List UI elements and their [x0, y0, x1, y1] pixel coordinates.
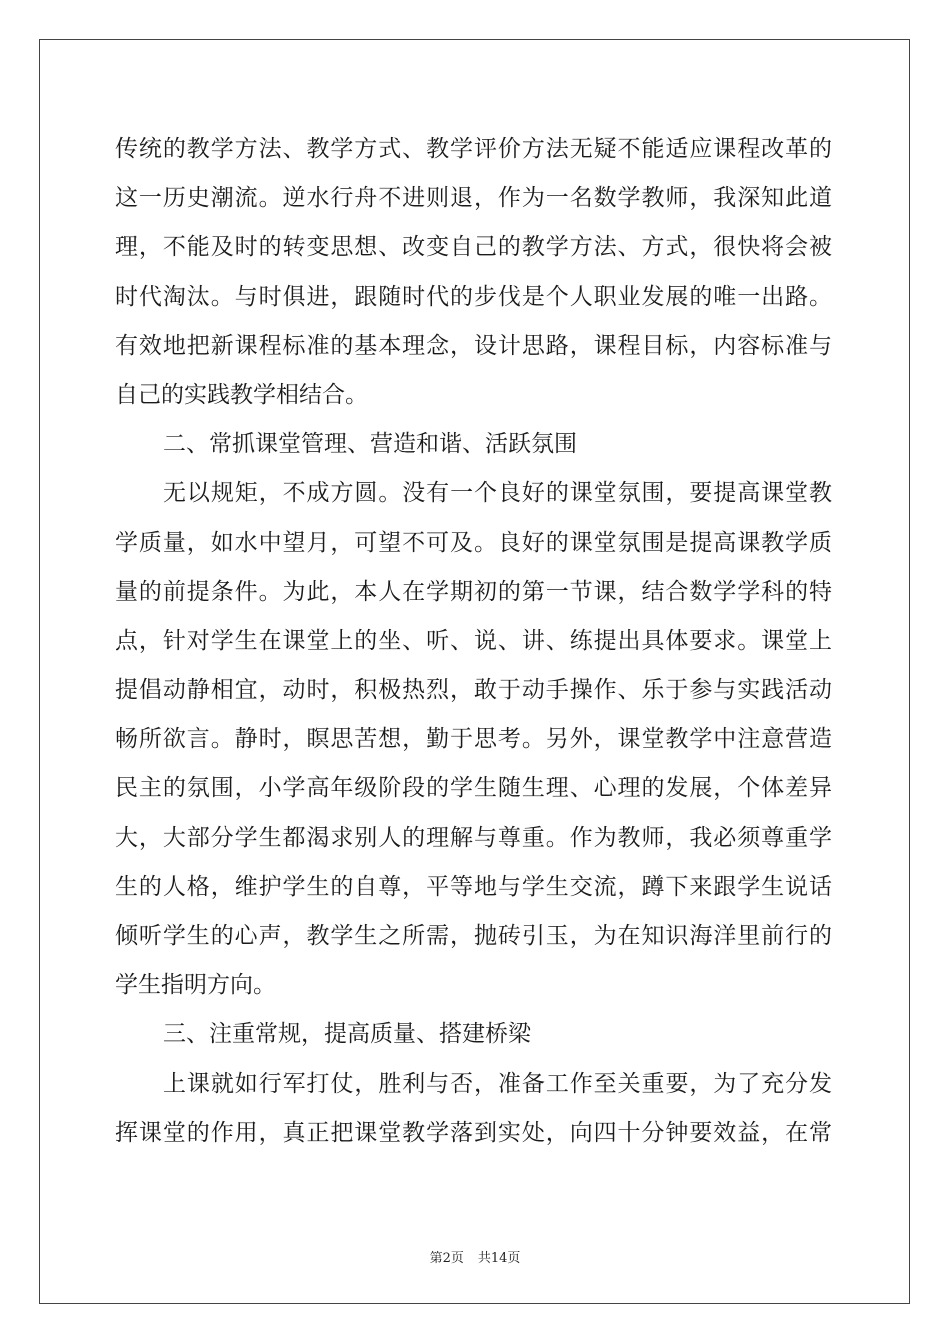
text-line: 量的前提条件。为此，本人在学期初的第一节课，结合数学学科的特	[115, 578, 832, 605]
text-line: 民主的氛围，小学高年级阶段的学生随生理、心理的发展，个体差异	[115, 775, 832, 802]
text-line: 倾听学生的心声，教学生之所需，抛砖引玉，为在知识海洋里前行的	[115, 923, 832, 949]
text-line-paragraph-end: 二、常抓课堂管理、营造和谐、活跃氛围	[163, 431, 577, 458]
text-line-paragraph-end: 三、注重常规，提高质量、搭建桥梁	[163, 1021, 531, 1048]
text-line: 挥课堂的作用，真正把课堂教学落到实处，向四十分钟要效益，在常	[115, 1119, 832, 1146]
text-line: 提倡动静相宜，动时，积极热烈，敢于动手操作、乐于参与实践活动	[115, 677, 832, 704]
text-line: 上课就如行军打仗，胜利与否，准备工作至关重要，为了充分发	[163, 1070, 832, 1097]
text-line: 畅所欲言。静时，瞑思苦想，勤于思考。另外，课堂教学中注意营造	[115, 726, 832, 753]
text-line: 生的人格，维护学生的自尊，平等地与学生交流，蹲下来跟学生说话	[115, 873, 832, 900]
text-line: 大，大部分学生都渴求别人的理解与尊重。作为教师，我必须尊重学	[115, 824, 832, 851]
page-total: 共14页	[477, 1251, 521, 1266]
text-line: 点，针对学生在课堂上的坐、听、说、讲、练提出具体要求。课堂上	[115, 627, 832, 654]
text-line: 时代淘汰。与时俱进，跟随时代的步伐是个人职业发展的唯一出路。	[115, 283, 832, 310]
page-number: 第2页	[429, 1251, 464, 1266]
document-body	[115, 129, 832, 1162]
text-line: 理，不能及时的转变思想、改变自己的教学方法、方式，很快将会被	[115, 234, 832, 261]
text-line: 无以规矩，不成方圆。没有一个良好的课堂氛围，要提高课堂教	[163, 480, 832, 507]
text-line: 学质量，如水中望月，可望不可及。良好的课堂氛围是提高课教学质	[115, 529, 832, 556]
text-line: 有效地把新课程标准的基本理念，设计思路，课程目标，内容标准与	[115, 332, 832, 359]
text-line: 这一历史潮流。逆水行舟不进则退，作为一名数学教师，我深知此道	[115, 185, 832, 212]
text-line-paragraph-end: 学生指明方向。	[115, 972, 276, 999]
text-line: 传统的教学方法、教学方式、教学评价方法无疑不能适应课程改革的	[115, 136, 832, 162]
page-footer	[0, 1247, 950, 1266]
text-line-paragraph-end: 自己的实践教学相结合。	[115, 381, 368, 408]
